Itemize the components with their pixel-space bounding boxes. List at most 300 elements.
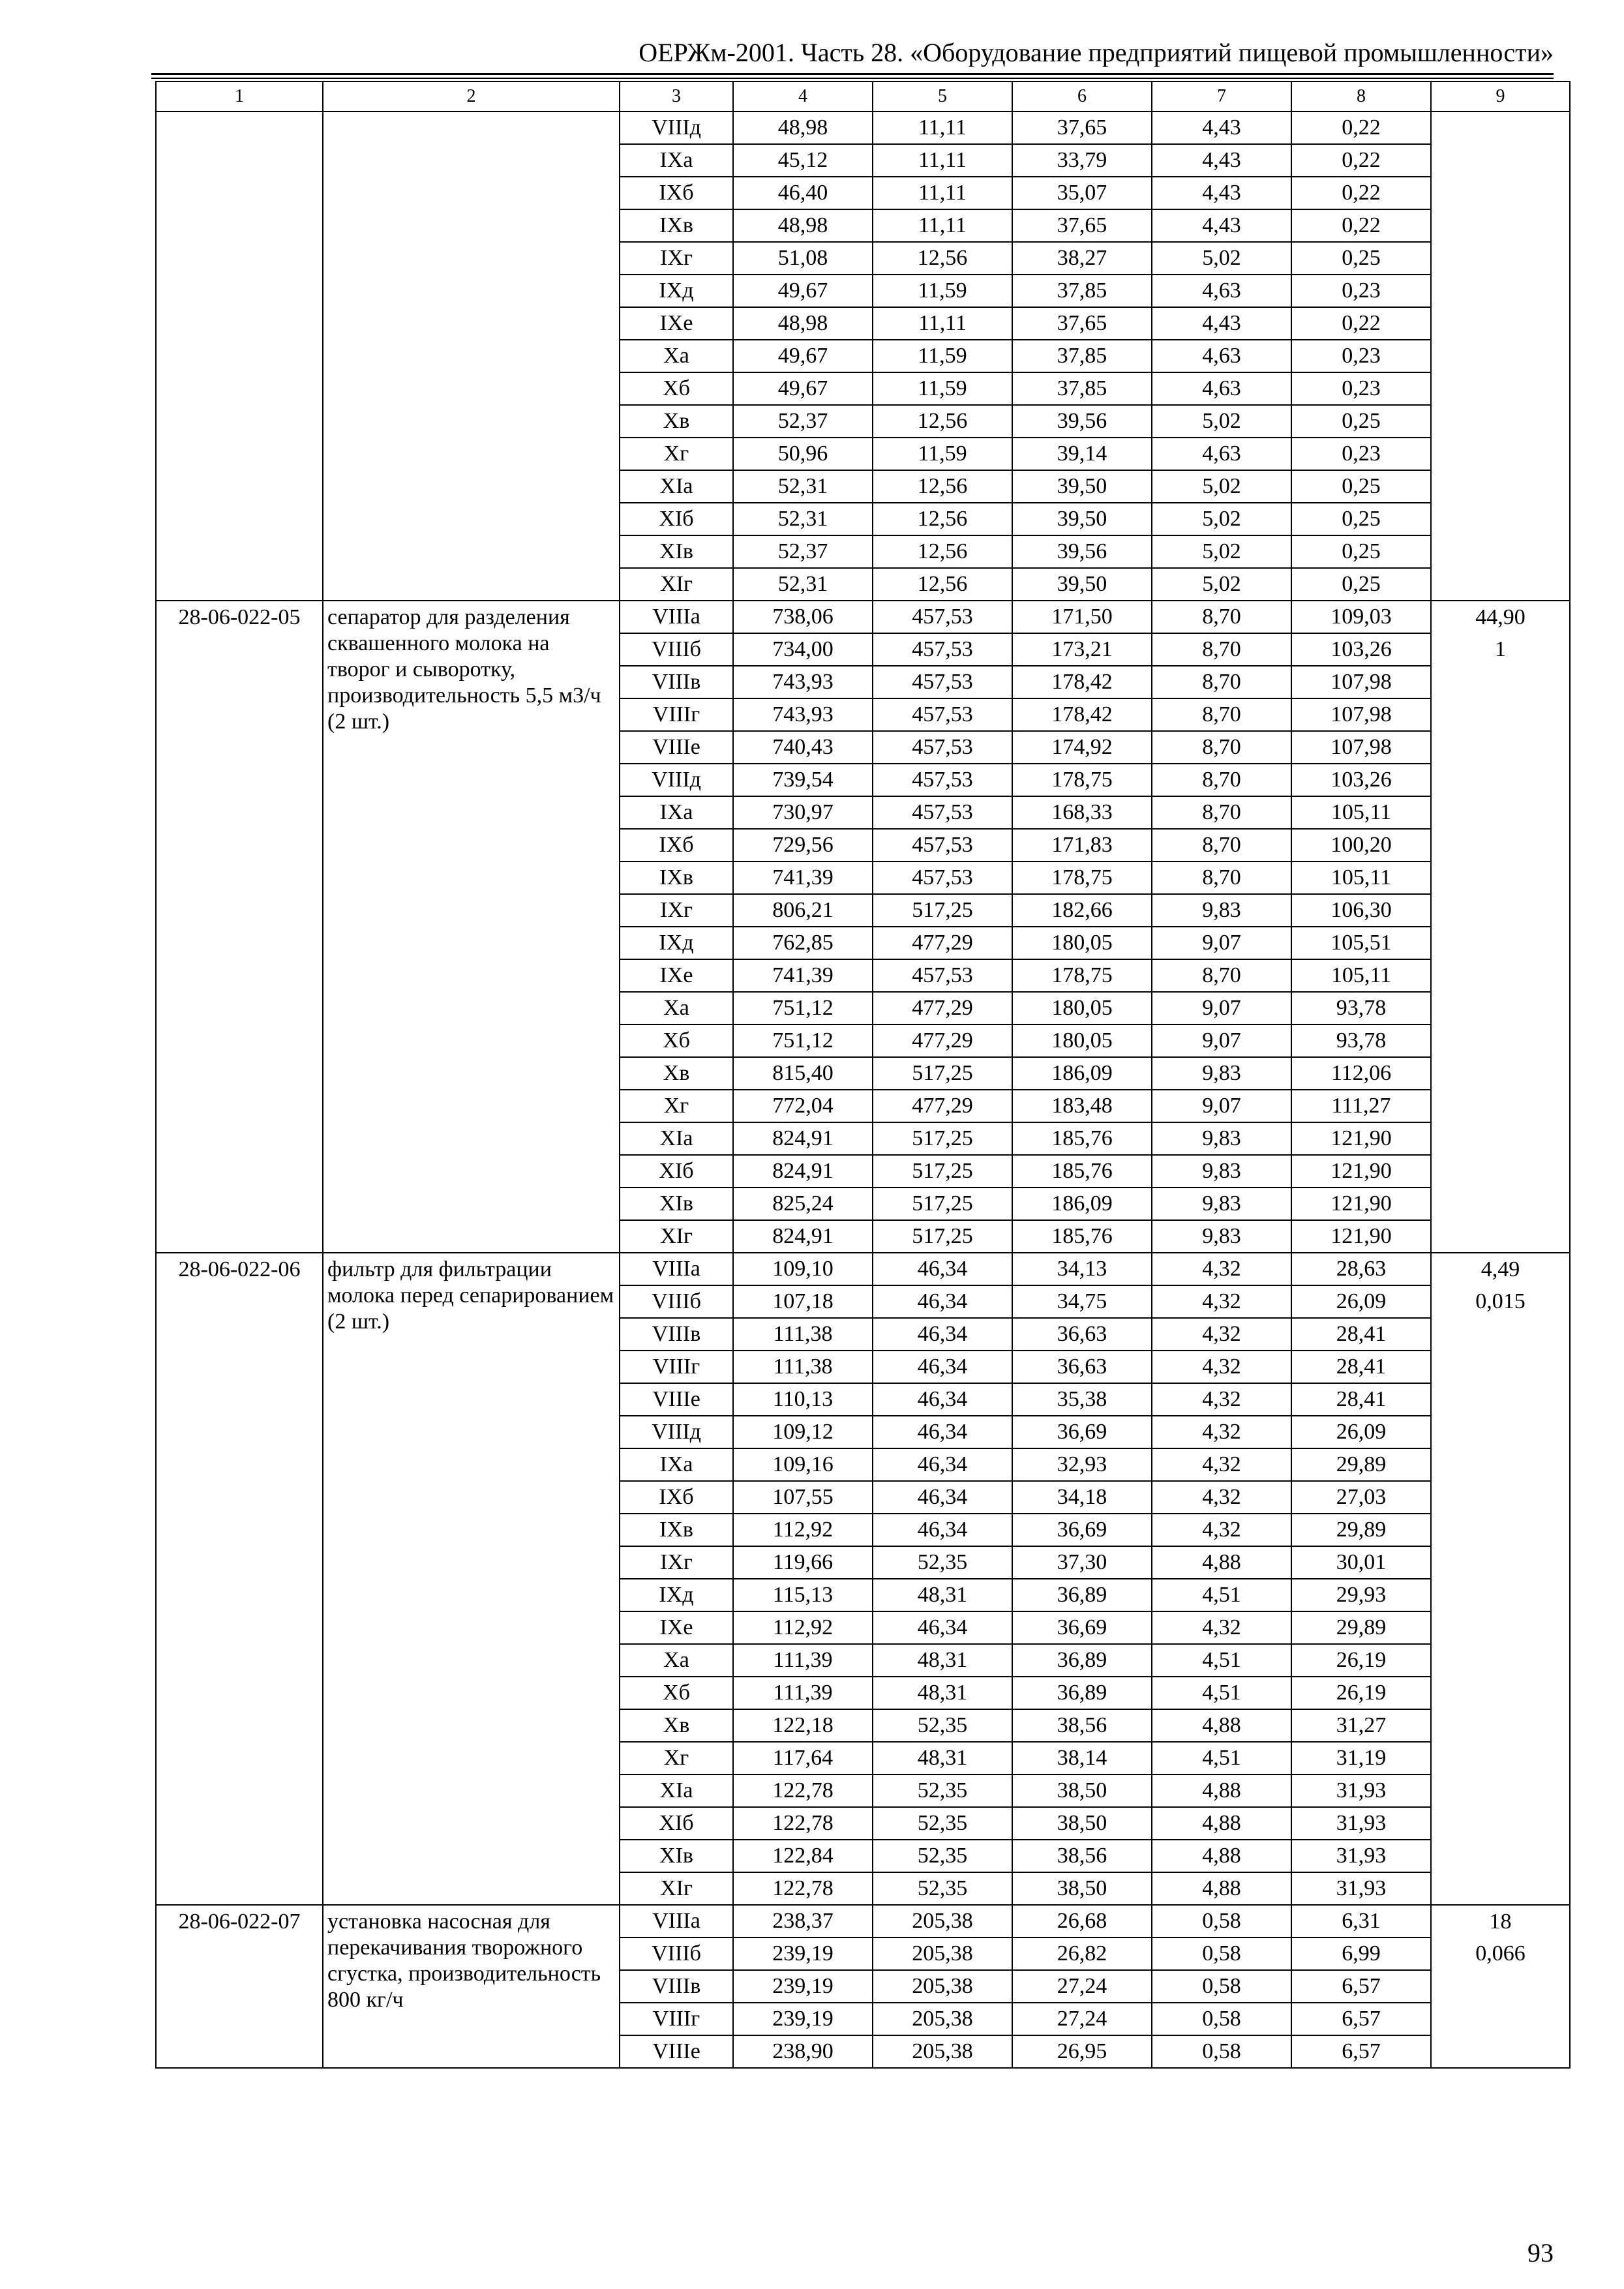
value-cell: 36,89 <box>1012 1644 1152 1677</box>
value-cell: 0,23 <box>1291 275 1431 307</box>
value-cell: 168,33 <box>1012 796 1152 829</box>
value-cell: 109,12 <box>733 1416 873 1448</box>
col9-bottom-value: 0,066 <box>1431 1937 1570 2068</box>
equipment-name <box>323 112 620 601</box>
value-cell: 35,07 <box>1012 177 1152 209</box>
region-zone-cell: IXа <box>620 1448 733 1481</box>
value-cell: 37,85 <box>1012 275 1152 307</box>
value-cell: 36,69 <box>1012 1416 1152 1448</box>
value-cell: 26,82 <box>1012 1937 1152 1970</box>
value-cell: 50,96 <box>733 438 873 470</box>
value-cell: 103,26 <box>1291 764 1431 796</box>
col9-top-value: 4,49 <box>1431 1253 1570 1285</box>
value-cell: 11,59 <box>873 340 1012 372</box>
value-cell: 751,12 <box>733 1025 873 1057</box>
value-cell: 0,58 <box>1152 1937 1291 1970</box>
value-cell: 38,50 <box>1012 1807 1152 1840</box>
value-cell: 477,29 <box>873 1025 1012 1057</box>
equipment-name: сепаратор для разделения сквашенного молока на творог и сыворотку, производительность 5,5 м3/ч (2 шт.) <box>323 601 620 1253</box>
value-cell: 457,53 <box>873 633 1012 666</box>
value-cell: 4,32 <box>1152 1318 1291 1351</box>
value-cell: 4,43 <box>1152 307 1291 340</box>
value-cell: 26,68 <box>1012 1905 1152 1937</box>
value-cell: 743,93 <box>733 698 873 731</box>
value-cell: 36,63 <box>1012 1318 1152 1351</box>
region-zone-cell: VIIIб <box>620 1937 733 1970</box>
value-cell: 4,43 <box>1152 144 1291 177</box>
value-cell: 48,31 <box>873 1742 1012 1774</box>
value-cell: 180,05 <box>1012 927 1152 959</box>
value-cell: 37,30 <box>1012 1546 1152 1579</box>
value-cell: 457,53 <box>873 698 1012 731</box>
region-zone-cell: IXа <box>620 796 733 829</box>
region-zone-cell: VIIIв <box>620 1970 733 2003</box>
value-cell: 38,27 <box>1012 242 1152 275</box>
value-cell: 28,63 <box>1291 1253 1431 1285</box>
value-cell: 49,67 <box>733 372 873 405</box>
value-cell: 48,98 <box>733 112 873 144</box>
value-cell: 185,76 <box>1012 1155 1152 1188</box>
region-zone-cell: VIIIе <box>620 1383 733 1416</box>
value-cell: 0,23 <box>1291 438 1431 470</box>
value-cell: 46,34 <box>873 1351 1012 1383</box>
value-cell: 4,51 <box>1152 1644 1291 1677</box>
value-cell: 46,34 <box>873 1285 1012 1318</box>
value-cell: 52,35 <box>873 1709 1012 1742</box>
value-cell: 12,56 <box>873 470 1012 503</box>
value-cell: 4,88 <box>1152 1774 1291 1807</box>
value-cell: 109,16 <box>733 1448 873 1481</box>
region-zone-cell: IXв <box>620 861 733 894</box>
region-zone-cell: IXе <box>620 959 733 992</box>
page-number: 93 <box>1527 2238 1554 2267</box>
value-cell: 46,34 <box>873 1481 1012 1514</box>
value-cell: 205,38 <box>873 2003 1012 2035</box>
value-cell: 29,93 <box>1291 1579 1431 1611</box>
value-cell: 112,06 <box>1291 1057 1431 1090</box>
value-cell: 52,35 <box>873 1546 1012 1579</box>
region-zone-cell: XIб <box>620 503 733 535</box>
value-cell: 52,31 <box>733 503 873 535</box>
value-cell: 37,85 <box>1012 372 1152 405</box>
value-cell: 34,75 <box>1012 1285 1152 1318</box>
region-zone-cell: IXе <box>620 307 733 340</box>
value-cell: 0,25 <box>1291 503 1431 535</box>
value-cell: 28,41 <box>1291 1318 1431 1351</box>
value-cell: 52,31 <box>733 568 873 601</box>
value-cell: 48,31 <box>873 1579 1012 1611</box>
value-cell: 4,32 <box>1152 1611 1291 1644</box>
value-cell: 182,66 <box>1012 894 1152 927</box>
value-cell: 39,56 <box>1012 535 1152 568</box>
region-zone-cell: XIг <box>620 568 733 601</box>
value-cell: 743,93 <box>733 666 873 698</box>
value-cell: 111,39 <box>733 1644 873 1677</box>
equipment-name: установка насосная для перекачивания творожного сгустка, производительность 800 кг/ч <box>323 1905 620 2068</box>
col9-top-value <box>1431 112 1570 144</box>
region-zone-cell: XIг <box>620 1220 733 1253</box>
value-cell: 517,25 <box>873 1057 1012 1090</box>
value-cell: 9,07 <box>1152 992 1291 1025</box>
value-cell: 8,70 <box>1152 731 1291 764</box>
value-cell: 48,31 <box>873 1644 1012 1677</box>
value-cell: 180,05 <box>1012 992 1152 1025</box>
region-zone-cell: Xа <box>620 340 733 372</box>
value-cell: 205,38 <box>873 1937 1012 1970</box>
value-cell: 477,29 <box>873 992 1012 1025</box>
value-cell: 8,70 <box>1152 829 1291 861</box>
value-cell: 11,11 <box>873 112 1012 144</box>
value-cell: 457,53 <box>873 829 1012 861</box>
value-cell: 0,22 <box>1291 144 1431 177</box>
value-cell: 238,90 <box>733 2035 873 2068</box>
region-zone-cell: VIIIе <box>620 2035 733 2068</box>
region-zone-cell: Xв <box>620 1709 733 1742</box>
column-number: 5 <box>873 82 1012 112</box>
region-zone-cell: VIIIа <box>620 601 733 633</box>
region-zone-cell: IXг <box>620 1546 733 1579</box>
value-cell: 815,40 <box>733 1057 873 1090</box>
value-cell: 122,78 <box>733 1872 873 1905</box>
value-cell: 4,32 <box>1152 1351 1291 1383</box>
value-cell: 119,66 <box>733 1546 873 1579</box>
column-number: 4 <box>733 82 873 112</box>
value-cell: 52,35 <box>873 1872 1012 1905</box>
value-cell: 8,70 <box>1152 666 1291 698</box>
value-cell: 100,20 <box>1291 829 1431 861</box>
value-cell: 0,25 <box>1291 568 1431 601</box>
value-cell: 517,25 <box>873 1220 1012 1253</box>
table-row <box>156 1905 1570 1937</box>
value-cell: 185,76 <box>1012 1220 1152 1253</box>
value-cell: 31,93 <box>1291 1774 1431 1807</box>
value-cell: 11,11 <box>873 177 1012 209</box>
table-row <box>156 1253 1570 1285</box>
value-cell: 4,43 <box>1152 112 1291 144</box>
value-cell: 12,56 <box>873 535 1012 568</box>
value-cell: 824,91 <box>733 1155 873 1188</box>
value-cell: 26,09 <box>1291 1285 1431 1318</box>
value-cell: 4,63 <box>1152 372 1291 405</box>
column-number: 8 <box>1291 82 1431 112</box>
region-zone-cell: XIб <box>620 1155 733 1188</box>
value-cell: 4,51 <box>1152 1677 1291 1709</box>
col9-bottom-value <box>1431 144 1570 601</box>
value-cell: 741,39 <box>733 959 873 992</box>
value-cell: 46,34 <box>873 1253 1012 1285</box>
value-cell: 46,40 <box>733 177 873 209</box>
region-zone-cell: Xв <box>620 405 733 438</box>
value-cell: 8,70 <box>1152 601 1291 633</box>
value-cell: 38,56 <box>1012 1709 1152 1742</box>
value-cell: 729,56 <box>733 829 873 861</box>
value-cell: 178,75 <box>1012 861 1152 894</box>
region-zone-cell: IXб <box>620 1481 733 1514</box>
value-cell: 5,02 <box>1152 568 1291 601</box>
region-zone-cell: VIIIа <box>620 1905 733 1937</box>
value-cell: 28,41 <box>1291 1351 1431 1383</box>
value-cell: 762,85 <box>733 927 873 959</box>
rate-code: 28-06-022-07 <box>156 1905 323 2068</box>
value-cell: 122,78 <box>733 1807 873 1840</box>
value-cell: 183,48 <box>1012 1090 1152 1122</box>
value-cell: 740,43 <box>733 731 873 764</box>
table-row <box>156 601 1570 633</box>
value-cell: 121,90 <box>1291 1188 1431 1220</box>
value-cell: 457,53 <box>873 764 1012 796</box>
rates-table <box>155 81 1571 2069</box>
value-cell: 6,57 <box>1291 2003 1431 2035</box>
column-number: 1 <box>156 82 323 112</box>
value-cell: 457,53 <box>873 959 1012 992</box>
value-cell: 121,90 <box>1291 1155 1431 1188</box>
region-zone-cell: XIв <box>620 1840 733 1872</box>
value-cell: 178,42 <box>1012 698 1152 731</box>
value-cell: 38,50 <box>1012 1872 1152 1905</box>
value-cell: 49,67 <box>733 275 873 307</box>
value-cell: 37,65 <box>1012 112 1152 144</box>
value-cell: 26,09 <box>1291 1416 1431 1448</box>
value-cell: 5,02 <box>1152 503 1291 535</box>
value-cell: 38,14 <box>1012 1742 1152 1774</box>
value-cell: 52,35 <box>873 1774 1012 1807</box>
value-cell: 4,32 <box>1152 1285 1291 1318</box>
value-cell: 26,19 <box>1291 1677 1431 1709</box>
region-zone-cell: VIIIв <box>620 666 733 698</box>
value-cell: 107,98 <box>1291 731 1431 764</box>
value-cell: 8,70 <box>1152 633 1291 666</box>
region-zone-cell: VIIIв <box>620 1318 733 1351</box>
value-cell: 0,23 <box>1291 340 1431 372</box>
value-cell: 6,57 <box>1291 1970 1431 2003</box>
header-rule <box>151 73 1554 75</box>
running-header: ОЕРЖм-2001. Часть 28. «Оборудование предприятий пищевой промышленности» <box>639 38 1554 67</box>
region-zone-cell: IXд <box>620 1579 733 1611</box>
value-cell: 4,51 <box>1152 1579 1291 1611</box>
value-cell: 9,07 <box>1152 1090 1291 1122</box>
value-cell: 751,12 <box>733 992 873 1025</box>
region-zone-cell: VIIIд <box>620 112 733 144</box>
value-cell: 31,27 <box>1291 1709 1431 1742</box>
value-cell: 4,88 <box>1152 1872 1291 1905</box>
value-cell: 8,70 <box>1152 861 1291 894</box>
value-cell: 122,84 <box>733 1840 873 1872</box>
value-cell: 8,70 <box>1152 959 1291 992</box>
region-zone-cell: VIIIе <box>620 731 733 764</box>
value-cell: 46,34 <box>873 1448 1012 1481</box>
value-cell: 52,35 <box>873 1807 1012 1840</box>
region-zone-cell: Xг <box>620 438 733 470</box>
value-cell: 741,39 <box>733 861 873 894</box>
value-cell: 205,38 <box>873 1970 1012 2003</box>
value-cell: 12,56 <box>873 503 1012 535</box>
value-cell: 107,55 <box>733 1481 873 1514</box>
value-cell: 4,88 <box>1152 1807 1291 1840</box>
value-cell: 48,31 <box>873 1677 1012 1709</box>
value-cell: 38,50 <box>1012 1774 1152 1807</box>
value-cell: 111,38 <box>733 1318 873 1351</box>
value-cell: 0,23 <box>1291 372 1431 405</box>
value-cell: 171,50 <box>1012 601 1152 633</box>
region-zone-cell: XIа <box>620 470 733 503</box>
value-cell: 5,02 <box>1152 535 1291 568</box>
value-cell: 8,70 <box>1152 796 1291 829</box>
value-cell: 122,78 <box>733 1774 873 1807</box>
value-cell: 107,98 <box>1291 698 1431 731</box>
value-cell: 27,03 <box>1291 1481 1431 1514</box>
value-cell: 0,22 <box>1291 112 1431 144</box>
region-zone-cell: Xб <box>620 1025 733 1057</box>
value-cell: 28,41 <box>1291 1383 1431 1416</box>
value-cell: 36,69 <box>1012 1611 1152 1644</box>
value-cell: 738,06 <box>733 601 873 633</box>
value-cell: 29,89 <box>1291 1514 1431 1546</box>
value-cell: 734,00 <box>733 633 873 666</box>
value-cell: 0,22 <box>1291 209 1431 242</box>
column-number: 3 <box>620 82 733 112</box>
region-zone-cell: IXб <box>620 177 733 209</box>
value-cell: 0,22 <box>1291 177 1431 209</box>
value-cell: 239,19 <box>733 1937 873 1970</box>
rate-code <box>156 112 323 601</box>
column-number: 9 <box>1431 82 1570 112</box>
value-cell: 0,25 <box>1291 535 1431 568</box>
value-cell: 103,26 <box>1291 633 1431 666</box>
value-cell: 37,65 <box>1012 307 1152 340</box>
value-cell: 106,30 <box>1291 894 1431 927</box>
value-cell: 178,42 <box>1012 666 1152 698</box>
col9-bottom-value: 1 <box>1431 633 1570 1253</box>
value-cell: 31,93 <box>1291 1807 1431 1840</box>
value-cell: 772,04 <box>733 1090 873 1122</box>
region-zone-cell: Xа <box>620 992 733 1025</box>
region-zone-cell: XIв <box>620 535 733 568</box>
value-cell: 34,13 <box>1012 1253 1152 1285</box>
region-zone-cell: Xв <box>620 1057 733 1090</box>
region-zone-cell: VIIIб <box>620 1285 733 1318</box>
region-zone-cell: Xг <box>620 1742 733 1774</box>
value-cell: 517,25 <box>873 894 1012 927</box>
value-cell: 0,25 <box>1291 470 1431 503</box>
region-zone-cell: IXд <box>620 927 733 959</box>
value-cell: 186,09 <box>1012 1057 1152 1090</box>
value-cell: 31,93 <box>1291 1872 1431 1905</box>
region-zone-cell: XIб <box>620 1807 733 1840</box>
value-cell: 824,91 <box>733 1220 873 1253</box>
value-cell: 739,54 <box>733 764 873 796</box>
region-zone-cell: IXб <box>620 829 733 861</box>
value-cell: 173,21 <box>1012 633 1152 666</box>
value-cell: 5,02 <box>1152 405 1291 438</box>
value-cell: 46,34 <box>873 1416 1012 1448</box>
region-zone-cell: IXе <box>620 1611 733 1644</box>
value-cell: 178,75 <box>1012 959 1152 992</box>
value-cell: 52,37 <box>733 405 873 438</box>
value-cell: 11,59 <box>873 275 1012 307</box>
region-zone-cell: XIв <box>620 1188 733 1220</box>
value-cell: 111,27 <box>1291 1090 1431 1122</box>
value-cell: 37,65 <box>1012 209 1152 242</box>
value-cell: 121,90 <box>1291 1122 1431 1155</box>
value-cell: 48,98 <box>733 209 873 242</box>
value-cell: 36,89 <box>1012 1579 1152 1611</box>
value-cell: 30,01 <box>1291 1546 1431 1579</box>
value-cell: 0,25 <box>1291 405 1431 438</box>
region-zone-cell: VIIIг <box>620 1351 733 1383</box>
value-cell: 46,34 <box>873 1611 1012 1644</box>
region-zone-cell: XIа <box>620 1774 733 1807</box>
value-cell: 29,89 <box>1291 1448 1431 1481</box>
region-zone-cell: VIIIг <box>620 2003 733 2035</box>
value-cell: 0,58 <box>1152 1905 1291 1937</box>
value-cell: 239,19 <box>733 2003 873 2035</box>
region-zone-cell: IXв <box>620 209 733 242</box>
value-cell: 111,39 <box>733 1677 873 1709</box>
value-cell: 5,02 <box>1152 470 1291 503</box>
value-cell: 4,32 <box>1152 1383 1291 1416</box>
value-cell: 9,07 <box>1152 927 1291 959</box>
value-cell: 110,13 <box>733 1383 873 1416</box>
value-cell: 39,50 <box>1012 470 1152 503</box>
value-cell: 52,35 <box>873 1840 1012 1872</box>
region-zone-cell: VIIIд <box>620 764 733 796</box>
value-cell: 105,51 <box>1291 927 1431 959</box>
value-cell: 51,08 <box>733 242 873 275</box>
value-cell: 457,53 <box>873 666 1012 698</box>
value-cell: 29,89 <box>1291 1611 1431 1644</box>
value-cell: 9,83 <box>1152 894 1291 927</box>
region-zone-cell: IXд <box>620 275 733 307</box>
value-cell: 6,57 <box>1291 2035 1431 2068</box>
value-cell: 49,67 <box>733 340 873 372</box>
value-cell: 0,25 <box>1291 242 1431 275</box>
value-cell: 4,63 <box>1152 275 1291 307</box>
value-cell: 0,58 <box>1152 2035 1291 2068</box>
value-cell: 4,32 <box>1152 1481 1291 1514</box>
value-cell: 46,34 <box>873 1318 1012 1351</box>
value-cell: 205,38 <box>873 2035 1012 2068</box>
region-zone-cell: Xб <box>620 1677 733 1709</box>
value-cell: 457,53 <box>873 861 1012 894</box>
value-cell: 5,02 <box>1152 242 1291 275</box>
value-cell: 4,63 <box>1152 438 1291 470</box>
rate-code: 28-06-022-05 <box>156 601 323 1253</box>
value-cell: 39,56 <box>1012 405 1152 438</box>
value-cell: 36,63 <box>1012 1351 1152 1383</box>
value-cell: 457,53 <box>873 796 1012 829</box>
value-cell: 180,05 <box>1012 1025 1152 1057</box>
header-rule-thin <box>151 78 1554 79</box>
value-cell: 122,18 <box>733 1709 873 1742</box>
value-cell: 825,24 <box>733 1188 873 1220</box>
value-cell: 39,14 <box>1012 438 1152 470</box>
value-cell: 45,12 <box>733 144 873 177</box>
region-zone-cell: XIа <box>620 1122 733 1155</box>
value-cell: 11,59 <box>873 372 1012 405</box>
value-cell: 457,53 <box>873 731 1012 764</box>
value-cell: 0,58 <box>1152 2003 1291 2035</box>
value-cell: 112,92 <box>733 1514 873 1546</box>
value-cell: 517,25 <box>873 1155 1012 1188</box>
value-cell: 4,32 <box>1152 1514 1291 1546</box>
value-cell: 11,11 <box>873 209 1012 242</box>
value-cell: 9,83 <box>1152 1057 1291 1090</box>
value-cell: 32,93 <box>1012 1448 1152 1481</box>
value-cell: 9,83 <box>1152 1122 1291 1155</box>
value-cell: 105,11 <box>1291 796 1431 829</box>
region-zone-cell: IXа <box>620 144 733 177</box>
column-number: 7 <box>1152 82 1291 112</box>
